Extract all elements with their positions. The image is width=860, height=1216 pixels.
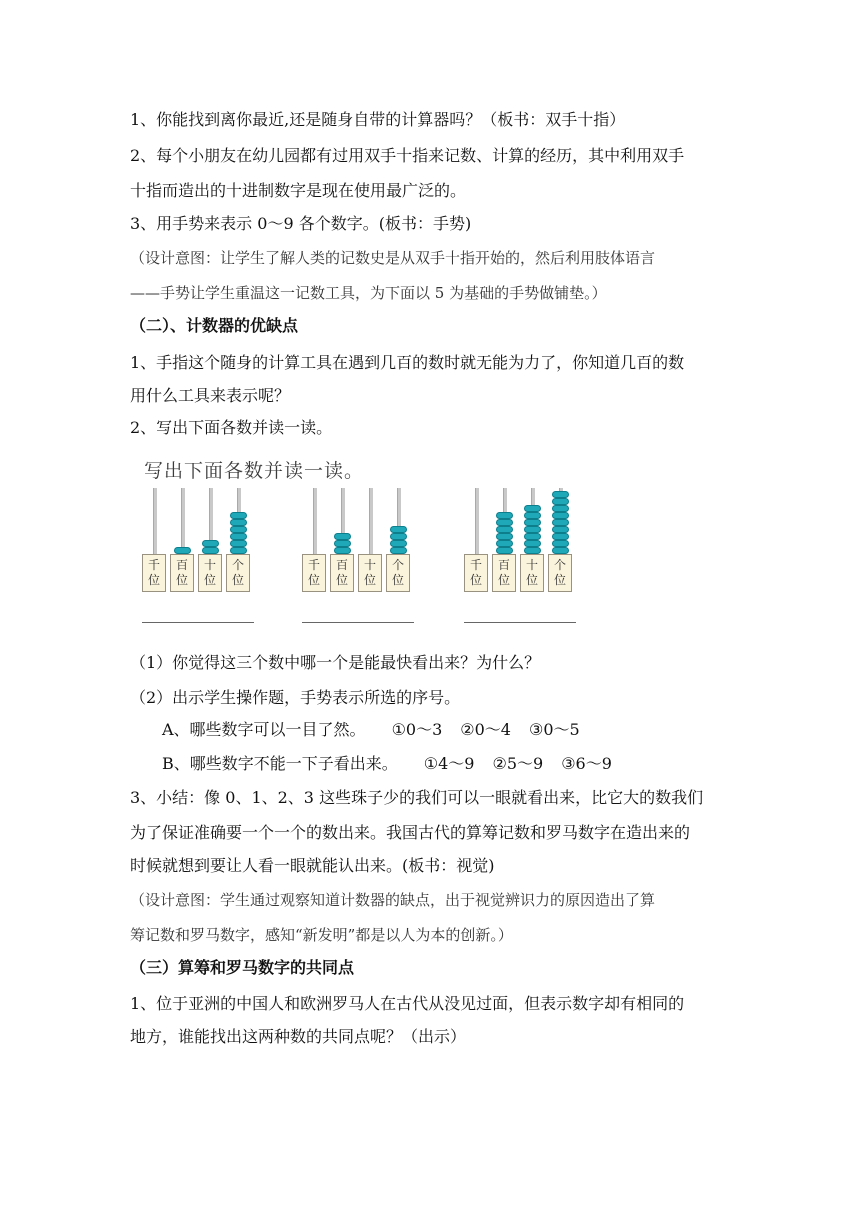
bead <box>390 540 407 547</box>
line-2: 2、每个小朋友在幼儿园都有过用双手十指来记数、计算的经历，其中利用双手 <box>130 146 685 165</box>
rod-thousands <box>313 488 317 554</box>
counter-3 <box>464 488 576 628</box>
bead <box>524 540 541 547</box>
line-8: 1、位于亚洲的中国人和欧洲罗马人在古代从没见过面，但表示数字却有相同的 <box>130 994 685 1013</box>
place-label-ones: 个 位 <box>226 554 250 592</box>
rod-thousands <box>153 488 157 554</box>
question-2: （2）出示学生操作题，手势表示所选的序号。 <box>130 688 461 707</box>
place-label-hundreds: 百 位 <box>170 554 194 592</box>
bead <box>552 519 569 526</box>
place-label-ones: 个 位 <box>548 554 572 592</box>
bead <box>552 547 569 554</box>
bead <box>230 526 247 533</box>
abacus-figure <box>128 456 588 628</box>
line-3: 十指而造出的十进制数字是现在使用最广泛的。 <box>130 181 467 200</box>
bead <box>202 540 219 547</box>
place-label-ones: 个 位 <box>386 554 410 592</box>
option-a-choice-1: ①0～3 <box>391 720 443 739</box>
bead <box>230 547 247 554</box>
summary-line-2: 为了保证准确要一个一个的数出来。我国古代的算筹记数和罗马数字在造出来的 <box>130 823 691 842</box>
line-6: 用什么工具来表示呢？ <box>130 386 291 405</box>
bead <box>496 519 513 526</box>
design-note-2a: （设计意图：学生通过观察知道计数器的缺点，出于视觉辨识力的原因造出了算 <box>130 891 656 909</box>
answer-blank-line <box>464 622 576 623</box>
counter-2 <box>302 488 414 628</box>
option-b-text: B、哪些数字不能一下子看出来。 <box>162 754 398 773</box>
option-a-choice-2: ②0～4 <box>460 720 511 739</box>
bead <box>390 533 407 540</box>
summary-line-3: 时候就想到要让人看一眼就能认出来。(板书：视觉) <box>130 856 495 875</box>
bead <box>496 526 513 533</box>
option-a-choice-3: ③0～5 <box>529 720 580 739</box>
option-b-row <box>162 754 612 774</box>
bead <box>334 547 351 554</box>
bead <box>524 512 541 519</box>
bead <box>496 540 513 547</box>
option-b-choice-2: ②5～9 <box>492 754 544 773</box>
bead <box>202 547 219 554</box>
place-label-hundreds: 百 位 <box>492 554 516 592</box>
option-a-row <box>162 720 580 740</box>
section-heading-2: （二）、计数器的优缺点 <box>130 316 299 335</box>
bead <box>390 547 407 554</box>
bead <box>524 547 541 554</box>
rod-thousands <box>475 488 479 554</box>
option-b-choice-1: ①4～9 <box>423 754 475 773</box>
counter-1 <box>142 488 254 628</box>
line-4: 3、用手势来表示 0～9 各个数字。(板书：手势) <box>130 214 472 233</box>
line-7: 2、写出下面各数并读一读。 <box>130 418 333 437</box>
bead <box>230 540 247 547</box>
bead <box>524 526 541 533</box>
bead <box>552 526 569 533</box>
bead <box>496 512 513 519</box>
bead <box>334 540 351 547</box>
line-5: 1、手指这个随身的计算工具在遇到几百的数时就无能为力了，你知道几百的数 <box>130 353 685 372</box>
bead <box>552 505 569 512</box>
bead <box>524 505 541 512</box>
figure-title: 写出下面各数并读一读。 <box>144 460 365 482</box>
option-a-text: A、哪些数字可以一目了然。 <box>162 720 366 739</box>
design-note-1a: （设计意图：让学生了解人类的记数史是从双手十指开始的，然后利用肢体语言 <box>130 249 656 267</box>
place-label-tens: 十 位 <box>198 554 222 592</box>
design-note-1b: ——手势让学生重温这一记数工具，为下面以 5 为基础的手势做铺垫。） <box>130 284 607 302</box>
bead <box>524 519 541 526</box>
bead <box>496 547 513 554</box>
bead <box>230 533 247 540</box>
place-label-tens: 十 位 <box>520 554 544 592</box>
bead <box>174 547 191 554</box>
bead <box>230 519 247 526</box>
bead <box>334 533 351 540</box>
place-label-thousands: 千 位 <box>464 554 488 592</box>
rod-hundreds <box>181 488 185 554</box>
place-label-tens: 十 位 <box>358 554 382 592</box>
answer-blank-line <box>302 622 414 623</box>
question-1: （1）你觉得这三个数中哪一个是能最快看出来？为什么？ <box>130 653 541 672</box>
option-b-choice-3: ③6～9 <box>561 754 612 773</box>
bead <box>552 540 569 547</box>
bead <box>552 498 569 505</box>
bead <box>552 512 569 519</box>
place-label-thousands: 千 位 <box>302 554 326 592</box>
bead <box>524 533 541 540</box>
answer-blank-line <box>142 622 254 623</box>
rod-tens <box>369 488 373 554</box>
design-note-2b: 筹记数和罗马数字，感知“新发明”都是以人为本的创新。） <box>130 926 513 944</box>
bead <box>230 512 247 519</box>
bead <box>390 526 407 533</box>
line-1: 1、你能找到离你最近,还是随身自带的计算器吗？（板书：双手十指） <box>130 110 626 129</box>
bead <box>552 491 569 498</box>
place-label-thousands: 千 位 <box>142 554 166 592</box>
line-9: 地方，谁能找出这两种数的共同点呢？（出示） <box>130 1027 467 1046</box>
section-heading-3: （三）算筹和罗马数字的共同点 <box>130 958 355 977</box>
summary-line-1: 3、小结：像 0、1、2、3 这些珠子少的我们可以一眼就看出来，比它大的数我们 <box>130 788 704 807</box>
bead <box>496 533 513 540</box>
bead <box>552 533 569 540</box>
place-label-hundreds: 百 位 <box>330 554 354 592</box>
